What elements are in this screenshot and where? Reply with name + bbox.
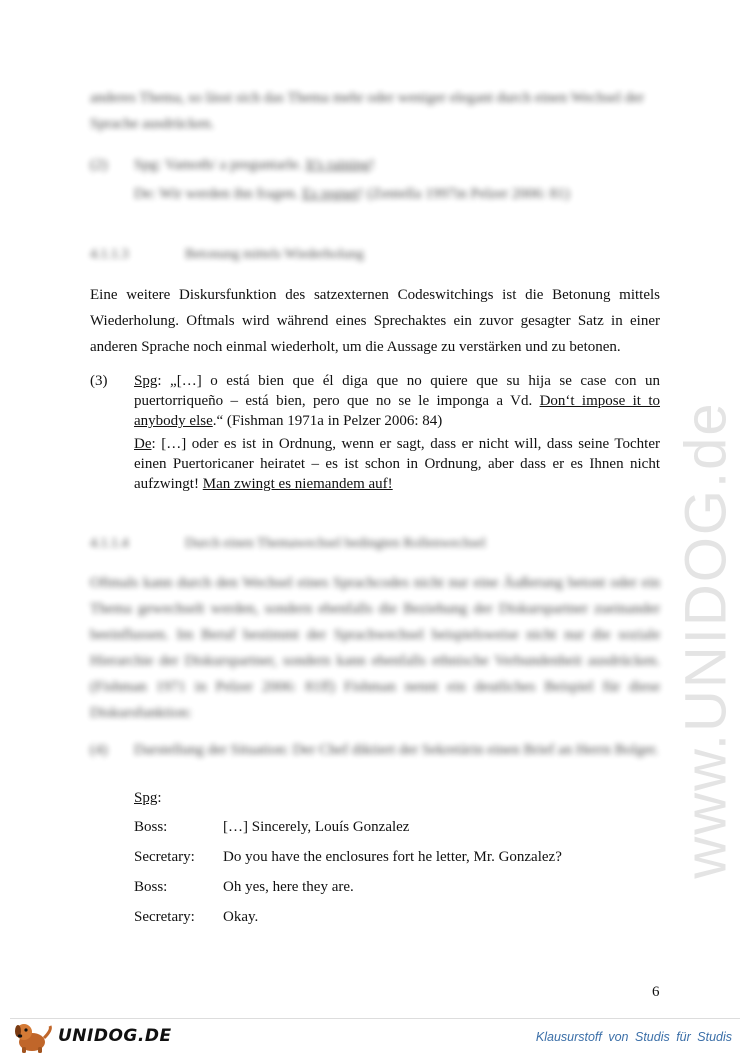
text-line: Sprache ausdrücken. xyxy=(90,116,215,132)
example-text: : „[…] o está bien que él diga que no quiere que su hija se case con un puertorriqueño – está bien, pero que no se le imponga a Vd. xyxy=(134,373,660,409)
page-number: 6 xyxy=(652,984,660,1000)
example-text: ! xyxy=(369,157,375,173)
example-spanish xyxy=(134,371,660,431)
dialogue-line: Oh yes, here they are. xyxy=(223,879,354,895)
dialogue-speaker: Secretary: xyxy=(134,909,195,925)
underlined-text: Es regnet xyxy=(302,186,359,202)
dialogue-line: Okay. xyxy=(223,909,259,925)
section-number: 4.1.1.3 xyxy=(90,247,129,262)
dialogue-line: Do you have the enclosures fort he letter, Mr. Gonzalez? xyxy=(223,849,562,865)
body-paragraph: Eine weitere Diskursfunktion des satzexternen Codeswitchings ist die Betonung mittels Wiederholung. Oftmals wird während eines Sprechaktes ein zuvor gesagter Satz in einer anderen Sprache noch einmal wiederholt, um die Aussage zu verstärken und zu betonen. xyxy=(90,287,660,355)
underlined-text: Don‘t impose it to anybody else xyxy=(134,393,660,429)
language-label-line xyxy=(134,790,162,807)
example-german xyxy=(134,434,660,494)
example-number: (4) xyxy=(90,742,108,758)
footer-slogan: Klausurstoff von Studis für Studis xyxy=(535,1030,732,1044)
example-text: Spg: Vamoth/ a preguntarle. xyxy=(134,157,306,173)
example-line xyxy=(134,157,375,174)
section-number: 4.1.1.4 xyxy=(90,536,129,551)
example-text: : […] oder es ist in Ordnung, wenn er sagt, dass er nicht will, dass seine Tochter einen Puertoricaner heiratet – es ist schon in Ordnung, aber dass er es Ihnen nicht aufzwingt! xyxy=(134,436,660,492)
watermark: www.UNIDOG.de xyxy=(673,401,739,879)
dialogue-line: […] Sincerely, Louís Gonzalez xyxy=(223,819,410,835)
dialogue-speaker: Boss: xyxy=(134,819,168,835)
footer-divider xyxy=(10,1018,740,1019)
underlined-text: It's raining xyxy=(305,157,370,173)
dialogue-speaker: Secretary: xyxy=(134,849,195,865)
unidog-logo xyxy=(10,1020,172,1054)
section-heading xyxy=(90,247,364,263)
example-number: (2) xyxy=(90,157,108,173)
logo-text: UNIDOG.DE xyxy=(58,1026,172,1046)
example-text: .“ (Fishman 1971a in Pelzer 2006: 84) xyxy=(212,413,443,429)
text-line: anderes Thema, so lässt sich das Thema mehr oder weniger elegant durch einen Wechsel der xyxy=(90,90,645,106)
language-label: De xyxy=(134,436,152,452)
example-number: (3) xyxy=(90,373,108,389)
section-title: Durch einen Themawechsel bedingten Rollenwechsel xyxy=(185,536,486,551)
language-label: Spg xyxy=(134,373,158,389)
example-text: ! (Zentella 1997in Pelzer 2006: 81) xyxy=(358,186,570,202)
section-heading xyxy=(90,536,486,552)
dialogue-speaker: Boss: xyxy=(134,879,168,895)
underlined-text: Man zwingt es niemandem auf! xyxy=(202,476,393,492)
example-text: De: Wir werden ihn fragen. xyxy=(134,186,303,202)
language-label: Spg xyxy=(134,790,158,806)
example-line xyxy=(134,186,570,203)
dog-mascot-icon xyxy=(10,1020,56,1054)
example-text: Darstellung der Situation: Der Chef diktiert der Sekretärin einen Brief an Herrn Bolger. xyxy=(134,742,659,758)
label-colon: : xyxy=(157,790,162,806)
section-title: Betonung mittels Wiederholung xyxy=(185,247,364,262)
blurred-paragraph: Oftmals kann durch den Wechsel eines Sprachcodes nicht nur eine Äußerung betont oder ein Thema gewechselt werden, sondern ebenfalls die Beziehung der Diskurspartner zueinander beeinflussen. Im Beruf bestimmt der Sprachwechsel beispielsweise nicht nur die soziale Hierarchie der Diskurspartner, sondern kann ebenfalls ethnische Verbundenheit ausdrücken. (Fishman 1971 in Pelzer 2006: 81ff) Fishman nennt ein deutliches Beispiel für diese Diskursfunktion: xyxy=(90,575,660,721)
